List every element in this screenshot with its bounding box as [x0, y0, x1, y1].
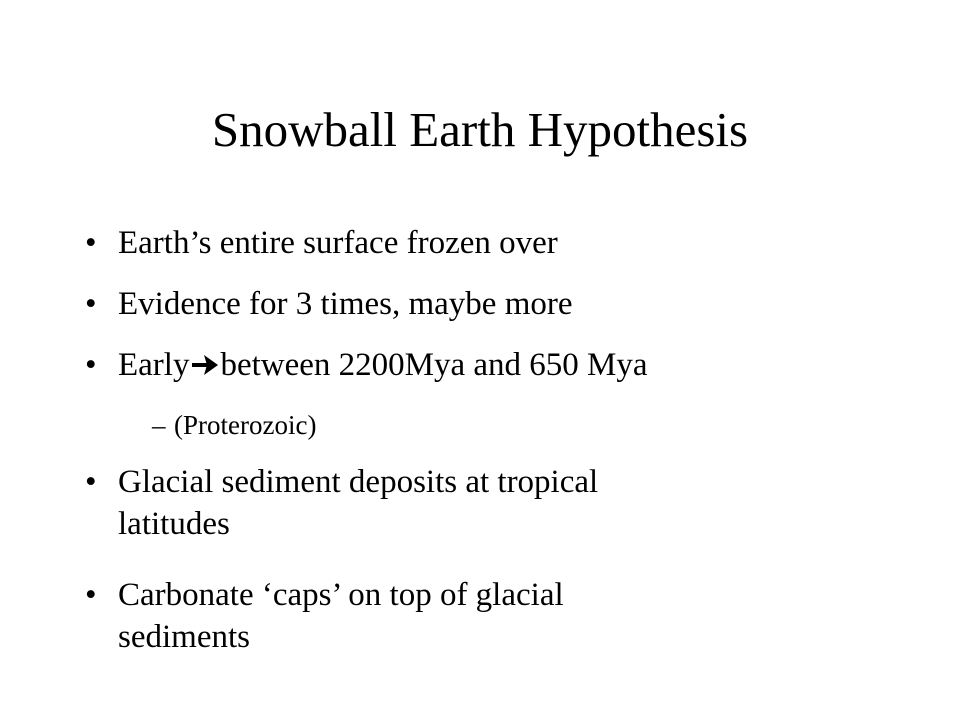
bullet-text-prefix: Early — [118, 347, 190, 383]
bullet-text-line-1: Carbonate ‘caps’ on top of glacial — [118, 577, 564, 613]
bullet-marker: • — [85, 347, 97, 383]
bullet-marker: • — [85, 464, 97, 500]
bullet-text-line-2: latitudes — [118, 506, 230, 542]
sub-bullet-text: (Proterozoic) — [174, 410, 317, 440]
bullet-marker: • — [85, 286, 97, 322]
bullet-marker: • — [85, 577, 97, 613]
bullet-text-line-1: Glacial sediment deposits at tropical — [118, 464, 599, 500]
slide-title: Snowball Earth Hypothesis — [211, 102, 749, 157]
bullet-text-line-2: sediments — [118, 619, 250, 655]
bullet-text-suffix: between 2200Mya and 650 Mya — [220, 347, 648, 383]
right-arrow-icon — [191, 352, 219, 378]
bullet-text — [118, 344, 648, 386]
sub-bullet-marker: – — [152, 410, 166, 440]
bullet-text: Evidence for 3 times, maybe more — [118, 286, 573, 322]
bullet-text: Earth’s entire surface frozen over — [118, 225, 558, 261]
sub-bullet-item — [152, 408, 316, 442]
bullet-marker: • — [85, 225, 97, 261]
